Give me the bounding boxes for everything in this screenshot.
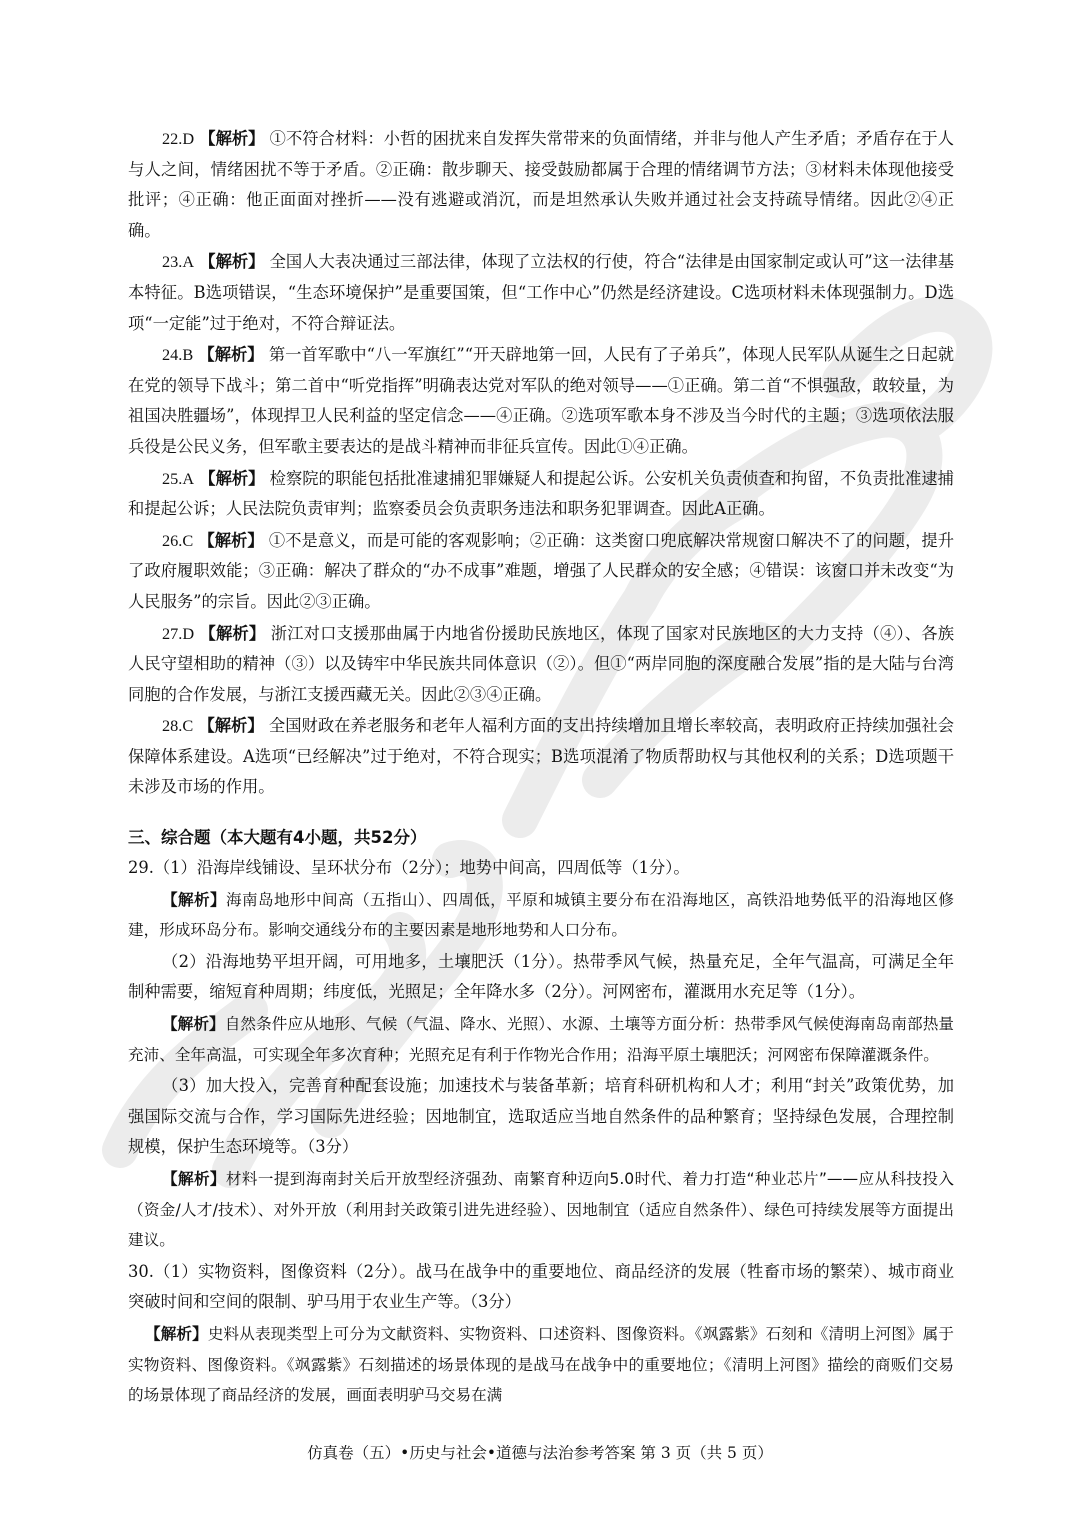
answer-number: 22.D	[162, 129, 195, 148]
answer-content	[128, 124, 954, 1412]
answer-26	[128, 526, 954, 618]
q30-part-1: 30.（1）实物资料，图像资料（2分）。战马在战争中的重要地位、商品经济的发展（牲畜市场的繁荣）、城市商业突破时间和空间的限制、驴马用于农业生产等。（3分）	[128, 1261, 954, 1312]
answer-25	[128, 464, 954, 525]
answer-28	[128, 711, 954, 803]
answer-text: 全国人大表决通过三部法律，体现了立法权的行使，符合“法律是由国家制定或认可”这一法律基本特征。B选项错误，“生态环境保护”是重要国策，但“工作中心”仍然是经济建设。C选项材料未体现强制力。D选项“一定能”过于绝对，不符合辩证法。	[128, 252, 954, 333]
q29-analysis-1	[128, 885, 954, 946]
answer-text: 检察院的职能包括批准逮捕犯罪嫌疑人和提起公诉。公安机关负责侦查和拘留，不负责批准逮捕和提起公诉；人民法院负责审判；监察委员会负责职务违法和职务犯罪调查。因此A正确。	[128, 468, 954, 519]
analysis-tag: 【解析】	[162, 1170, 226, 1188]
answer-number: 24.B	[162, 345, 194, 365]
answer-23	[128, 247, 954, 339]
answer-text: 全国财政在养老服务和老年人福利方面的支出持续增加且增长率较高，表明政府正持续加强社会保障体系建设。A选项“已经解决”过于绝对，不符合现实；B选项混淆了物质帮助权与其他权利的关系；D选项题干未涉及市场的作用。	[128, 716, 954, 797]
analysis-tag: 【解析】	[162, 1015, 225, 1034]
q29-analysis-3	[128, 1164, 954, 1256]
answer-number: 23.A	[162, 252, 195, 272]
analysis-tag: 【解析】	[162, 890, 227, 909]
analysis-tag: 【解析】	[145, 1324, 208, 1343]
analysis-tag: 【解析】	[199, 129, 265, 148]
analysis-text: 自然条件应从地形、气候（气温、降水、光照）、水源、土壤等方面分析：热带季风气候使海南岛南部热量充沛、全年高温，可实现全年多次育种；光照充足有利于作物光合作用；沿海平原土壤肥沃；河网密布保障灌溉条件。	[128, 1015, 954, 1064]
answer-text: 浙江对口支援那曲属于内地省份援助民族地区，体现了国家对民族地区的大力支持（④）、各族人民守望相助的精神（③）以及铸牢中华民族共同体意识（②）。但①“两岸同胞的深度融合发展”指的是大陆与台湾同胞的合作发展，与浙江支援西藏无关。因此②③④正确。	[128, 623, 954, 704]
section-title: 三、综合题（本大题有4小题，共52分）	[128, 828, 427, 848]
analysis-text: 史料从表现类型上可分为文献资料、实物资料、口述资料、图像资料。《飒露紫》石刻和《清明上河图》属于实物资料、图像资料。《飒露紫》石刻描述的场景体现的是战马在战争中的重要地位；《清明上河图》描绘的商贩们交易的场景体现了商品经济的发展，画面表明驴马交易在满	[128, 1324, 954, 1405]
q29-part-1: 29.（1）沿海岸线铺设、呈环状分布（2分）；地势中间高，四周低等（1分）。	[128, 858, 690, 878]
answer-text: ①不是意义，而是可能的客观影响；②正确：这类窗口兜底解决常规窗口解决不了的问题，提升了政府履职效能；③正确：解决了群众的“办不成事”难题，增强了人民群众的安全感；④错误：该窗口并未改变“为人民服务”的宗旨。因此②③正确。	[128, 530, 954, 611]
answer-number: 27.D	[162, 623, 195, 643]
answer-24	[128, 340, 954, 462]
q30-analysis-1	[128, 1319, 954, 1411]
answer-27	[128, 619, 954, 711]
q29-analysis-2	[128, 1009, 954, 1070]
answer-number: 28.C	[162, 716, 194, 736]
q29-part-2: （2）沿海地势平坦开阔，可用地多，土壤肥沃（1分）。热带季风气候，热量充足，全年气温高，可满足全年制种需要，缩短育种周期；纬度低，光照足；全年降水多（2分）。河网密布，灌溉用水充足等（1分）。	[128, 951, 954, 1002]
answer-text: 第一首军歌中“八一军旗红”“开天辟地第一回，人民有了子弟兵”，体现人民军队从诞生之日起就在党的领导下战斗；第二首中“听党指挥”明确表达党对军队的绝对领导——①正确。第二首“不惧强敌，敢较量，为祖国决胜疆场”，体现捍卫人民利益的坚定信念——④正确。②选项军歌本身不涉及当今时代的主题；③选项依法服兵役是公民义务，但军歌主要表达的是战斗精神而非征兵宣传。因此①④正确。	[128, 345, 954, 456]
analysis-tag: 【解析】	[198, 345, 264, 365]
answer-22	[128, 124, 954, 246]
analysis-tag: 【解析】	[199, 252, 265, 272]
answer-number: 25.A	[162, 468, 195, 488]
analysis-tag: 【解析】	[198, 716, 264, 736]
page-footer: 仿真卷（五）•历史与社会•道德与法治参考答案 第 3 页（共 5 页）	[307, 1444, 773, 1462]
analysis-tag: 【解析】	[199, 468, 265, 488]
answer-text: ①不符合材料：小哲的困扰来自发挥失常带来的负面情绪，并非与他人产生矛盾；矛盾存在于人与人之间，情绪困扰不等于矛盾。②正确：散步聊天、接受鼓励都属于合理的情绪调节方法；③材料未体现他接受批评；④正确：他正面面对挫折——没有逃避或消沉，而是坦然承认失败并通过社会支持疏导情绪。因此②④正确。	[128, 129, 954, 240]
analysis-tag: 【解析】	[199, 623, 266, 643]
q29-part-3: （3）加大投入，完善育种配套设施；加速技术与装备革新；培育科研机构和人才；利用“封关”政策优势，加强国际交流与合作，学习国际先进经验；因地制宜，选取适应当地自然条件的品种繁育；坚持绿色发展，合理控制规模，保护生态环境等。（3分）	[128, 1076, 954, 1157]
analysis-text: 材料一提到海南封关后开放型经济强劲、南繁育种迈向5.0时代、着力打造“种业芯片”——应从科技投入（资金/人才/技术）、对外开放（利用封关政策引进先进经验）、因地制宜（适应自然条件）、绿色可持续发展等方面提出建议。	[128, 1170, 954, 1250]
answer-number: 26.C	[162, 530, 194, 550]
analysis-tag: 【解析】	[198, 530, 264, 550]
analysis-text: 海南岛地形中间高（五指山）、四周低，平原和城镇主要分布在沿海地区，高铁沿地势低平的沿海地区修建，形成环岛分布。影响交通线分布的主要因素是地形地势和人口分布。	[128, 890, 954, 940]
